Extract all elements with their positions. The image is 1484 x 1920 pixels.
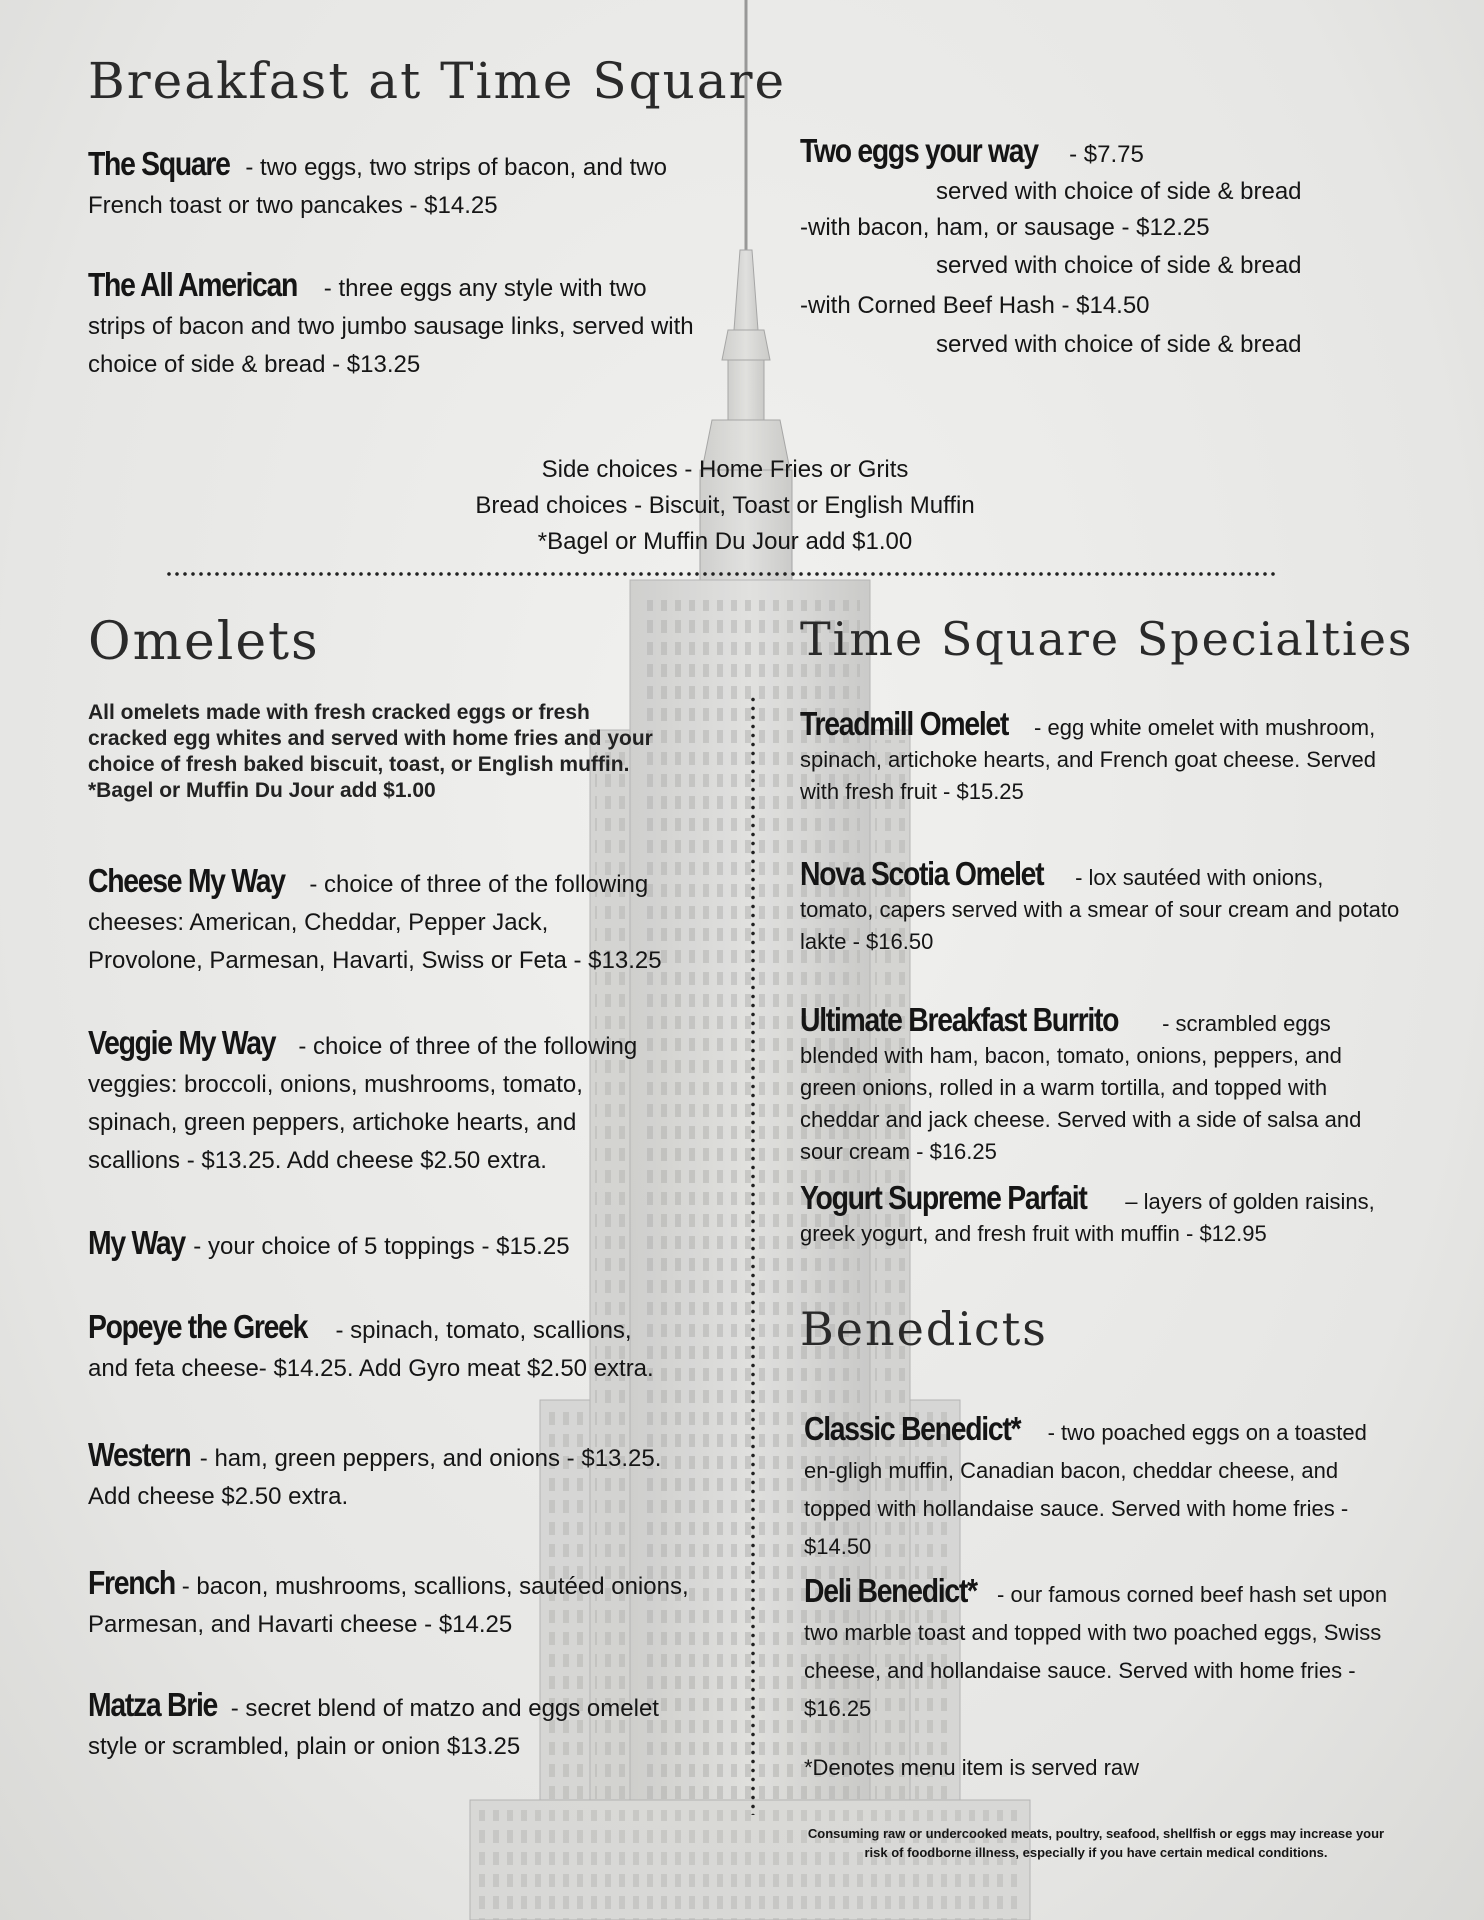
item-description: - lox sautéed with onions, tomato, capers served with a smear of sour cream and potato lakte - $16.50 xyxy=(800,865,1400,954)
menu-item-yogurt-supreme-parfait xyxy=(800,1179,1400,1250)
item-description: – layers of golden raisins, greek yogurt, and fresh fruit with muffin - $12.95 xyxy=(800,1189,1375,1246)
item-name: The All American xyxy=(88,266,298,303)
menu-item-matza-brie xyxy=(88,1686,708,1766)
side-choices-block xyxy=(380,452,1070,560)
item-name: Two eggs your way xyxy=(800,132,1038,169)
raw-note: *Denotes menu item is served raw xyxy=(804,1755,1140,1780)
corned-beef-option: -with Corned Beef Hash - $14.50 xyxy=(800,292,1150,319)
column-divider xyxy=(750,695,756,1815)
breakfast-title: Breakfast at Time Square xyxy=(88,52,787,110)
specialties-title: Time Square Specialties xyxy=(800,612,1414,666)
item-name: Western xyxy=(88,1436,191,1473)
item-description: - secret blend of matzo and eggs omelet style or scrambled, plain or onion $13.25 xyxy=(88,1695,659,1760)
item-name: Popeye the Greek xyxy=(88,1308,308,1345)
item-description: - egg white omelet with mushroom, spinach, artichoke hearts, and French goat cheese. Served with fresh fruit - $15.25 xyxy=(800,715,1377,804)
bread-choices: Bread choices - Biscuit, Toast or English Muffin xyxy=(475,492,975,519)
two-eggs-block xyxy=(800,132,1360,364)
served-line: served with choice of side & bread xyxy=(936,331,1302,358)
item-name: My Way xyxy=(88,1224,185,1261)
menu-item-western xyxy=(88,1436,678,1516)
omelets-intro: All omelets made with fresh cracked eggs or fresh cracked egg whites and served with home fries and your choice of fresh baked biscuit, toast, or English muffin. *Bagel or Muffin Du Jour add $1.00 xyxy=(88,701,653,802)
menu-item-french xyxy=(88,1564,708,1644)
item-description: - scrambled eggs blended with ham, bacon, tomato, onions, peppers, and green onions, rolled in a warm tortilla, and topped with cheddar and jack cheese. Served with a side of salsa and sour cream - $16.25 xyxy=(800,1011,1362,1164)
item-name: Cheese My Way xyxy=(88,862,285,899)
section-divider xyxy=(165,571,1275,577)
item-description: - two poached eggs on a toasted en-gligh muffin, Canadian bacon, cheddar cheese, and topped with hollandaise sauce. Served with home fries - $14.50 xyxy=(804,1420,1367,1559)
menu-item-ultimate-breakfast-burrito xyxy=(800,1001,1400,1168)
item-description: - ham, green peppers, and onions - $13.25. Add cheese $2.50 extra. xyxy=(88,1445,662,1510)
menu-item-classic-benedict xyxy=(804,1410,1404,1566)
menu-item-nova-scotia-omelet xyxy=(800,855,1400,958)
menu-item-veggie-my-way xyxy=(88,1024,668,1180)
bacon-option: -with bacon, ham, or sausage - $12.25 xyxy=(800,214,1210,241)
item-price: - $7.75 xyxy=(1062,141,1144,168)
menu-item-cheese-my-way xyxy=(88,862,668,980)
item-description: - our famous corned beef hash set upon two marble toast and topped with two poached eggs, Swiss cheese, and hollandaise sauce. Served with home fries - $16.25 xyxy=(804,1582,1388,1721)
item-description: - choice of three of the following cheeses: American, Cheddar, Pepper Jack, Provolone, Parmesan, Havarti, Swiss or Feta - $13.25 xyxy=(88,871,662,974)
omelets-title: Omelets xyxy=(88,612,320,672)
item-name: Veggie My Way xyxy=(88,1024,276,1061)
item-description: - spinach, tomato, scallions, and feta cheese- $14.25. Add Gyro meat $2.50 extra. xyxy=(88,1317,654,1382)
item-name: Classic Benedict* xyxy=(804,1410,1021,1447)
item-name: The Square xyxy=(88,145,230,182)
item-description: - three eggs any style with two strips of bacon and two jumbo sausage links, served with choice of side & bread - $13.25 xyxy=(88,275,694,378)
item-description: - two eggs, two strips of bacon, and two French toast or two pancakes - $14.25 xyxy=(88,154,667,219)
bagel-note: *Bagel or Muffin Du Jour add $1.00 xyxy=(537,528,913,555)
benedicts-title: Benedicts xyxy=(800,1302,1048,1356)
menu-item-the-all-american xyxy=(88,266,708,384)
item-name: Deli Benedict* xyxy=(804,1572,977,1609)
served-line: served with choice of side & bread xyxy=(936,178,1302,205)
food-safety-warning: Consuming raw or undercooked meats, poultry, seafood, shellfish or eggs may increase your risk of foodborne illness, especially if you have certain medical conditions. xyxy=(807,1826,1385,1860)
item-description: - your choice of 5 toppings - $15.25 xyxy=(186,1233,570,1260)
item-name: Nova Scotia Omelet xyxy=(800,855,1044,892)
item-description: - bacon, mushrooms, scallions, sautéed onions, Parmesan, and Havarti cheese - $14.25 xyxy=(88,1573,689,1638)
item-name: Yogurt Supreme Parfait xyxy=(800,1179,1087,1216)
item-name: Treadmill Omelet xyxy=(800,705,1009,742)
served-line: served with choice of side & bread xyxy=(936,252,1302,279)
item-name: Ultimate Breakfast Burrito xyxy=(800,1001,1119,1038)
menu-item-deli-benedict xyxy=(804,1572,1404,1728)
side-choices: Side choices - Home Fries or Grits xyxy=(541,456,909,483)
item-name: Matza Brie xyxy=(88,1686,218,1723)
item-description: - choice of three of the following veggies: broccoli, onions, mushrooms, tomato, spinach, green peppers, artichoke hearts, and scallions - $13.25. Add cheese $2.50 extra. xyxy=(88,1033,638,1174)
menu-item-my-way xyxy=(88,1224,668,1266)
menu-item-treadmill-omelet xyxy=(800,705,1400,808)
menu-item-the-square xyxy=(88,145,708,225)
menu-item-popeye-the-greek xyxy=(88,1308,678,1388)
item-name: French xyxy=(88,1564,175,1601)
